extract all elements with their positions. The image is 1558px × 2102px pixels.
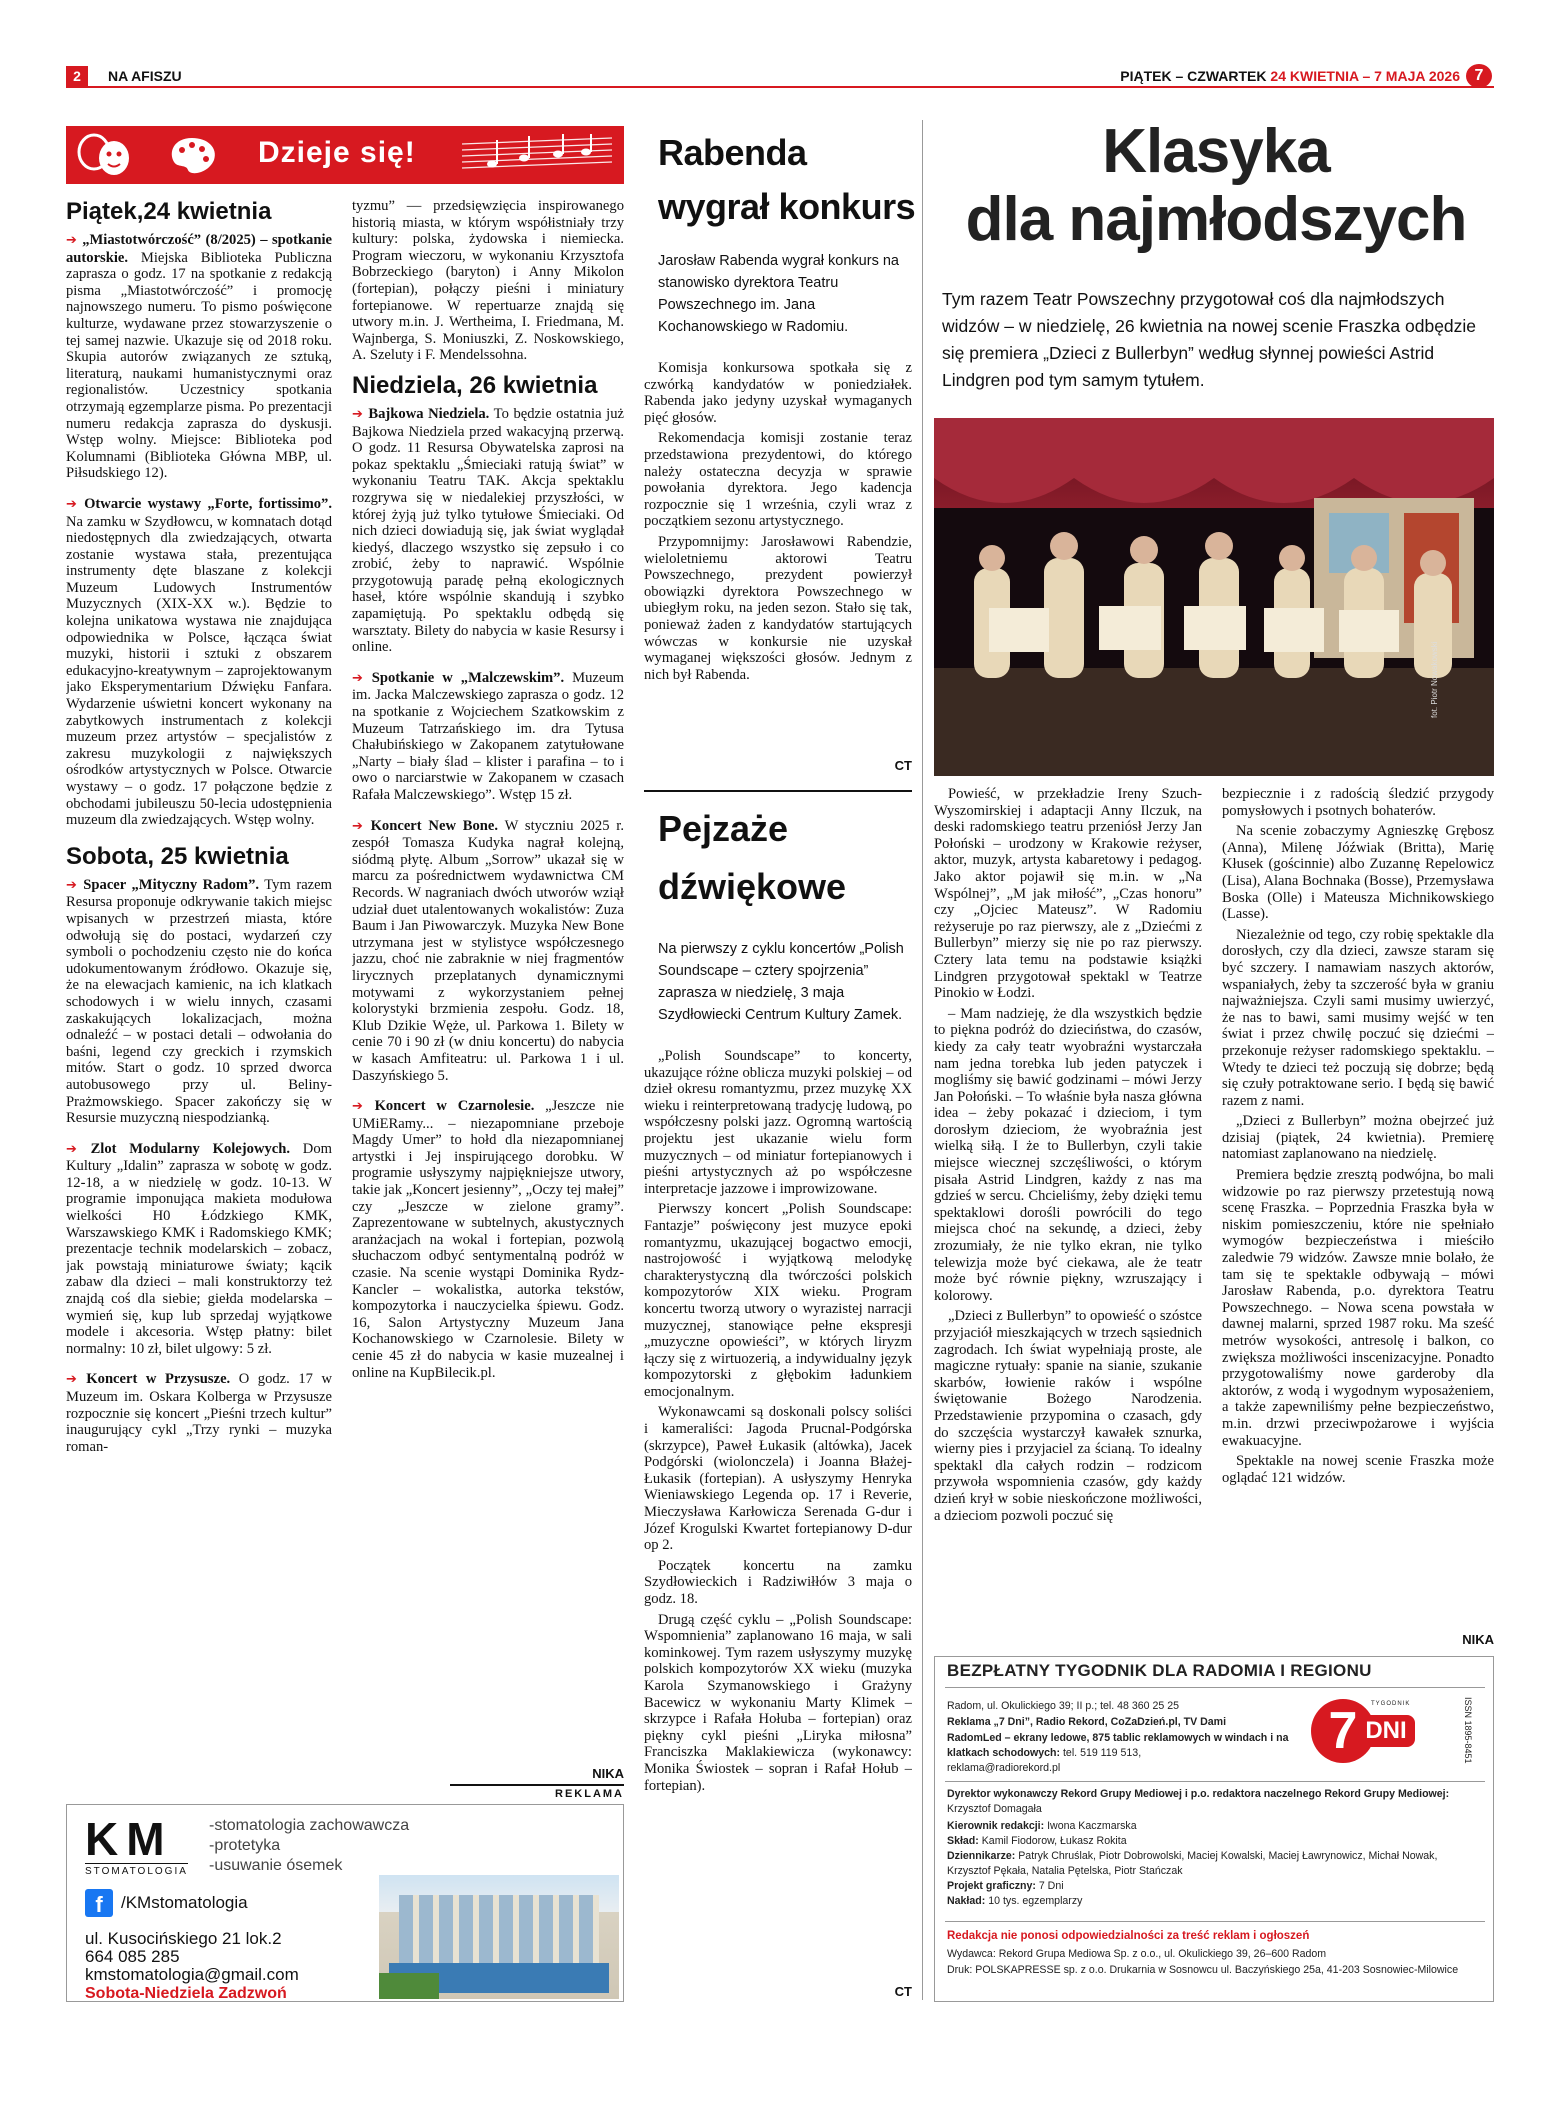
klasyka-lead: Tym razem Teatr Powszechny przygotował coś dla najmłodszych widzów – w niedzielę, 26 kwietnia na nowej scenie Fraszka odbędzie się premiera „Dzieci z Bullerbyn” według słynnej powieści Astrid Lindgren pod tym samym tytułem. xyxy=(942,289,1477,390)
impressum-email[interactable]: reklama@radiorekord.pl xyxy=(947,1762,1061,1774)
arrow-icon: ➔ xyxy=(66,233,83,248)
impressum-staff: Kierownik redakcji: Iwona Kaczmarska Skład: Kamil Fiodorow, Łukasz Rokita Dziennikarze: Patryk Chruślak, Piotr Dobrowolski, Maciej Kowalski, Maciej Ławrynowicz, Michał Nowak, Krzysztof Pękała, Natalia Pętelska, Piotr Stańczak Projekt graficzny: 7 Dni Nakład: 10 tys. egzemplarzy xyxy=(947,1820,1438,1907)
rabenda-signature: CT xyxy=(894,758,912,773)
arrow-icon: ➔ xyxy=(66,1141,91,1157)
event-miastotworczosc: ➔ „Miastotwórczość” (8/2025) – spotkanie autorskie. Miejska Biblioteka Publiczna zaprasza o godz. 17 na spotkanie z redakcją pisma „Miastotwórczość” i promocję najnowszego numeru. To pismo poświęcone kulturze, wydawane przez stowarzyszenie o tej samej nazwie. Ukazuje się od 2018 roku. Skupia autorów związanych ze sztuką, literaturą, naukami humanistycznymi oraz regionalistów. Uczestnicy spotkania otrzymają egzemplarze pisma. Po prezentacji numeru redakcja zaprasza do dyskusji. Wstęp wolny. Miejsce: Biblioteka pod Kolumnami (Biblioteka Główna MBP, ul. Piłsudskiego 12). xyxy=(66,232,332,482)
logo-icon: 7 xyxy=(1466,64,1492,88)
event-mityczny-radom: ➔ Spacer „Mityczny Radom”. Tym razem Resursa proponuje odkrywanie takich miejsc wpisanych w przestrzeń miasta, które odwołują się do postaci, wydarzeń czy symboli o pochodzeniu często nie do końca udokumentowanym źródłowo. Okazuje się, że na elewacjach kamienic, na ich klatkach schodowych i w wielu innych, czasami zaskakujących lokalizacjach, można odnaleźć – w postaci detali – odwołania do baśni, legend czy greckich i rzymskich mitów. Start o godz. 10 sprzed dworca autobusowego przy ul. Beliny-Prażmowskiego. Spacer zakończy się w Resursie muzyczną niespodzianką. xyxy=(66,876,332,1127)
pejzaze-body: „Polish Soundscape” to koncerty, ukazujące różne oblicza muzyki polskiej – od dzieł okresu romantyzmu, przez muzykę XX wieku i reinterpretowaną tradycję ludową, po współczesny polski jazz. Ogromną wartością projektu jest ukazanie wielu form muzycznych – od miniatur fortepianowych i pieśni artystycznych aż po współczesne interpretacje jazzowe i improwizowane. Pierwszy koncert „Polish Soundscape: Fantazje” poświęcony jest muzyce epoki romantyzmu, ukazującej bogactwo emocji, nastrojowość i wyjątkową melodykę charakterystyczną dla twórczości polskich kompozytorów XIX wieku. Program koncertu tworzą utwory o wyrazistej narracji muzycznej, stanowiące pełne ekspresji „muzyczne opowieści”, w których liryzm łączy się z wirtuozerią, a indywidualny język kompozytorski z głębokim ładunkiem emocjonalnym. Wykonawcami są doskonali polscy soliści i kameraliści: Jagoda Prucnal-Podgórska (skrzypce), Paweł Łukasik (altówka), Jacek Podgórski (wiolonczela) i Joanna Błażej-Łukasik (fortepian). A usłyszymy Henryka Wieniawskiego Legenda op. 17 i Reverie, Mieczysława Karłowicza Serenada G-dur i Józef Krogulski Kwartet fortepianowy D-dur op 2. Początek koncertu na zamku Szydłowieckich i Radziwiłłów 3 maja o godz. 18. Drugą część cyklu – „Polish Soundscape: Wspomnienia” zaplanowano 16 maja, w sali kominkowej. Tym razem usłyszymy muzykę polskich kompozytorów XX wieku (muzyka Karola Szymanowskiego i Grażyny Bacewicz w wykonaniu Marty Klimek – skrzypce i Rafała Hołuba – fortepian) oraz piękny cykl pieśni „Liryka miłosna” Franciszka Maklakiewicza (wykonawcy: Monika Świostek – sopran i Rafał Hołub – fortepian). xyxy=(644,1048,912,1794)
km-logo: KM xyxy=(85,1813,173,1865)
pejzaze-article xyxy=(644,800,912,2010)
rabenda-body: Komisja konkursowa spotkała się z czwórką kandydatów w poniedziałek. Rabenda jako jedyny uzyskał wymaganych pięć głosów. Rekomendacja komisji zostanie teraz przedstawiona prezydentowi, do którego należy ostateczna decyzja w sprawie powołania dyrektora. Jego kadencja rozpocznie się 1 września, czyli wraz z początkiem sezonu artystycznego. Przypomnijmy: Jarosławowi Rabendzie, wieloletniemu aktorowi Teatru Powszechnego, prezydent powierzył obowiązki dyrektora Powszechnego w ubiegłym roku, na jeden sezon. Stało się tak, ponieważ żaden z kandydatów startujących wówczas w konkursie nie uzyskał wymaganej większości głosów. Jednym z nich był Rabenda. xyxy=(644,360,912,683)
arrow-icon: ➔ xyxy=(66,877,84,893)
km-email[interactable]: kmstomatologia@gmail.com xyxy=(85,1965,299,1984)
event-forte-fortissimo: ➔ Otwarcie wystawy „Forte, fortissimo”. Na zamku w Szydłowcu, w komnatach dotąd niedostępnych dla zwiedzających, otwarta zostanie wystawa stała, prezentująca instrumenty dęte blaszane z kolekcji Muzeum Ludowych Instrumentów Muzycznych (XIX-XX w.). Będzie to kolejna unikatowa wystawa nie znajdująca odpowiednika w Polsce, łącząca świat muzyki, historii i sztuki z obszarem edukacyjno-kreatywnym – zaprojektowanym jako Eksperymentarium Dźwięku Fanfara. Wydarzenie uświetni koncert wykonany na zabytkowych instrumentach z kolekcji muzeum przez artystów – specjalistów z zakresu muzykologii z największych ośrodków artystycznych w Polsce. Otwarcie wystawy – o godz. 17 połączone będzie z obchodami jubileuszu 50-lecia udostępnienia muzeum dla zwiedzających. Wstęp wolny. xyxy=(66,495,332,829)
km-service: -stomatologia zachowawcza xyxy=(209,1817,410,1834)
dzieje-column-1 xyxy=(66,194,332,1674)
km-advertisement[interactable] xyxy=(66,1804,624,2002)
stage-photo xyxy=(934,418,1494,776)
music-notes-icon xyxy=(462,132,612,178)
event-koncert-przysucha: ➔ Koncert w Przysusze. O godz. 17 w Muzeum im. Oskara Kolberga w Przysusze rozpocznie się koncert „Pieśni trzech kultur” inaugurujący cykl „Trzy rynki – muzyka roman- xyxy=(66,1371,332,1455)
km-address: ul. Kusocińskiego 21 lok.2 xyxy=(85,1929,282,1948)
event-continuation: tyzmu” — przedsięwzięcia inspirowanego historią miasta, w którym współistniały trzy kultury: polska, żydowska i niemiecka. Program wieczoru, w wykonaniu Krzysztofa Bobrzeckiego (baryton) i Anny Mikolon (fortepian), połączy pieśni i miniatury fortepianowe. W repertuarze znajdą się utwory m.in. J. Wertheima, I. Friedmana, M. Wajnberga, S. Moniuszki, Z. Noskowskiego, A. Szeluty i F. Mendelssohna. xyxy=(352,198,624,364)
impressum-issn: ISSN 1895-8451 xyxy=(1463,1697,1473,1764)
photo-credit: fot. Piotr Nowakowski xyxy=(1430,641,1439,718)
km-hours: Sobota-Niedziela Zadzwoń xyxy=(85,1985,287,2002)
pejzaze-title: Pejzaże dźwiękowe xyxy=(658,808,847,907)
rabenda-lead: Jarosław Rabenda wygrał konkurs na stanowisko dyrektora Teatru Powszechnego im. Jana Kochanowskiego w Radomiu. xyxy=(658,253,899,335)
dzieje-title: Dzieje się! xyxy=(258,136,416,169)
km-logo-sub: STOMATOLOGIA xyxy=(85,1863,188,1877)
arrow-icon: ➔ xyxy=(352,1099,375,1115)
dzieje-column-2 xyxy=(352,194,624,1674)
impressum-address: Radom, ul. Okulickiego 39; II p.; tel. 48 360 25 25 xyxy=(947,1700,1180,1712)
logo-dni: DNI xyxy=(1357,1715,1415,1747)
rabenda-title: Rabenda wygrał konkurs xyxy=(658,132,916,227)
column-divider xyxy=(922,120,923,2000)
impressum-ads: Reklama „7 Dni”, Radio Rekord, CoZaDzień.pl, TV Dami xyxy=(947,1716,1227,1728)
event-new-bone: ➔ Koncert New Bone. W styczniu 2025 r. zespół Tomasza Kudyka nagrał kolejną, siódmą płytę. Album „Sorrow” ukazał się w marcu za pośrednictwem wydawnictwa CM Records. W nagraniach dwóch utworów wziął udział duet utalentowanych wokalistów: Zuza Baum i Jan Piwowarczyk. Muzyka New Bone utrzymana jest w stylistyce współczesnego jazzu, choć nie zabraknie w niej fragmentów lirycznych przeplatanych dynamicznymi motywami z wykorzystaniem pełnej kolorystyki brzmienia zespołu. Godz. 18, Klub Dzikie Węże, ul. Parkowa 1. Bilety w cenie 70 i 90 zł (w dniu koncertu) do nabycia w kasach Amfiteatru: ul. Parkowa 1 i ul. Daszyńskiego 5. xyxy=(352,817,624,1084)
facebook-icon: f xyxy=(85,1889,113,1917)
pejzaze-lead: Na pierwszy z cyklu koncertów „Polish Soundscape – cztery spojrzenia” zaprasza w niedzielę, 3 maja Szydłowiecki Centrum Kultury Zamek. xyxy=(658,941,904,1023)
page-number: 2 xyxy=(66,66,88,86)
section-label: NA AFISZU xyxy=(108,68,182,84)
rabenda-article xyxy=(644,126,916,776)
klasyka-column-b: bezpiecznie i z radością śledzić przygody pomysłowych i psotnych bohaterów. Na scenie zobaczymy Agnieszkę Grębosz (Anna), Milenę Jóźwiak (Britta), Marię Kłusek (gościnnie) albo Zuzannę Repelowicz (Lisa), Alana Bochnaka (Bosse), Przemysława Boska (Olle) i Mateusza Michnikowskiego (Lasse). Niezależnie od tego, czy robię spektakle dla dorosłych, czy dla dzieci, zawsze staram się być szczery. I namawiam naszych aktorów, wspaniałych, żeby ta szczerość była w graniu najważniejsza. Czyli sami musimy uwierzyć, że nas to bawi, sami musimy wejść w ten świat i przez chwilę poczuć się dziećmi – przekonuje reżyser radomskiego spektaklu. – Wtedy te dzieci też poczują się dobrze; będą się czuły potraktowane serio. I będą się bawić razem z nami. „Dzieci z Bullerbyn” można obejrzeć już dzisiaj (piątek, 24 kwietnia). Premierę natomiast zaplanowano na niedzielę. Premiera będzie zresztą podwójna, bo mali widzowie po raz pierwszy przetestują nową scenę Fraszka. – Poprzednia Fraszka była w niskim pomieszczeniu, które nie spełniało wymogów bezpieczeństwa i mieściło zaledwie 79 widzów. Zawsze mnie bolało, że tam się te spektakle odbywają – mówi Jarosław Rabenda, p.o. dyrektora Teatru Powszechnego. – Nowa scena powstała w dawnej malarni, sprzed 1987 roku. Ma sześć metrów wysokości, antresolę i balkon, co zwiększa możliwości inscenizacyjne. Ponadto przygotowaliśmy nowe garderoby dla aktorów, z wodą i wygodnym wyposażeniem, a także zapewniliśmy pełne bezpieczeństwo, m.in. drzwi przeciwpożarowe i wyjścia ewakuacyjne. Spektakle na nowej scenie Fraszka może oglądać 121 widzów. xyxy=(1222,786,1494,1486)
km-service: -usuwanie ósemek xyxy=(209,1857,343,1874)
km-facebook[interactable]: /KMstomatologia xyxy=(121,1893,248,1912)
km-phone[interactable]: 664 085 285 xyxy=(85,1947,180,1966)
logo-icon: 7 xyxy=(1311,1699,1375,1763)
clinic-building-image xyxy=(379,1875,619,1999)
page-header xyxy=(66,66,1494,88)
palette-icon xyxy=(166,134,218,176)
impressum-director: Dyrektor wykonawczy Rekord Grupy Mediowej i p.o. redaktora naczelnego Rekord Grupy Mediowej: Krzysztof Domagała xyxy=(947,1788,1450,1815)
arrow-icon: ➔ xyxy=(352,670,372,686)
day-heading: Niedziela, 26 kwietnia xyxy=(352,371,598,399)
klasyka-title: Klasyka dla najmłodszych xyxy=(965,117,1467,254)
ad-label: REKLAMA xyxy=(450,1784,624,1800)
event-czarnolas: ➔ Koncert w Czarnolesie. „Jeszcze nie UMiERamy... – niezapomniane przeboje Magdy Umer” to hołd dla niezapomnianej artystki i Jej inspirującego dorobku. W programie usłyszymy najpiękniejsze utwory, takie jak „Koncert jesienny”, „Oczy tej małej” czy „Jeszcze w zielone gramy”. Zaprezentowane w subtelnych, akustycznych aranżacjach na wokal i fortepian, pozwolą słuchaczom odbyć sentymentalną podróż w czasie. Na scenie wystąpi Dominika Rydz-Kancler – wokalistka, autorka tekstów, kompozytorka i nauczycielka śpiewu. Godz. 16, Salon Artystyczny Muzeum Jana Kochanowskiego w Czarnolesie. Bilety w cenie 45 zł do nabycia w kasie muzealnej i online na KupBilecik.pl. xyxy=(352,1098,624,1381)
logo-top: TYGODNIK xyxy=(1371,1701,1411,1707)
klasyka-column-a: Powieść, w przekładzie Ireny Szuch-Wyszomirskiej i adaptacji Anny Ilczuk, na deski radomskiego teatru przeniósł Jerzy Jan Połoński – urodzony w Krakowie reżyser, aktor, muzyk, artysta kabaretowy i pedagog. Jako aktor pojawił się m.in. w „Na Wspólnej”, „M jak miłość”, „Czas honoru” czy „Ojciec Mateusz”. W Radomiu reżyseruje po raz pierwszy, ale z „Dziećmi z Bullerbyn” mierzy się nie po raz pierwszy. Cztery lata temu na podstawie książki Lindgren przygotował spektakl w Teatrze Pinokio w Łodzi. – Mam nadzieję, że dla wszystkich będzie to piękna podróż do dzieciństwa, do czasów, kiedy za cały teatr wyobraźni wystarczała nam jedna torebka lub jeden patyczek i mogliśmy się bawić godzinami – mówi Jerzy Jan Połoński. – To właśnie była nasza główna idea – żeby pokazać i dzieciom, i tym dorosłym dzieciom, że wyobraźnia jest wielką siłą. I że to Bullerbyn, czyli takie miejsce wiecznej szczęśliwości, o którym pisała Astrid Lindgren, każdy z nas ma gdzieś w sercu. Chcieliśmy, żeby dzięki temu spektaklowi dorośli powrócili do tego miejsca choć na sekundę, a dzieci, żeby zrozumiały, że nie tylko ekran, nie tylko telewizja może być ciekawa, ale że teatr może być równie piękny, wzruszający i kolorowy. „Dzieci z Bullerbyn” to opowieść o szóstce przyjaciół mieszkających w trzech sąsiednich zagrodach. Ich świat wypełniają proste, ale magiczne rytuały: spanie na sianie, szukanie skarbów, łowienie raków i wspólne świętowanie Bożego Narodzenia. Przedstawienie przypomina o czasach, gdy do szczęścia wystarczył kawałek sznurka, wierny pies i przyjaciel za ścianą. To idealny spektakl dla całych rodzin – rodzicom przywoła wspomnienia czasów, gdy każdy dzień krył w sobie nieskończone możliwości, a dzieciom pozwoli poczuć się xyxy=(934,786,1202,1524)
klasyka-photo xyxy=(934,418,1494,776)
arrow-icon: ➔ xyxy=(352,818,371,834)
impressum-ads-2: RadomLed – ekrany ledowe, 875 tablic reklamowych w windach i na klatkach schodowych: tel. 519 119 513, xyxy=(947,1732,1289,1759)
arrow-icon: ➔ xyxy=(66,496,85,512)
impressum-disclaimer: Redakcja nie ponosi odpowiedzialności za treść reklam i ogłoszeń xyxy=(947,1930,1310,1942)
klasyka-signature: NIKA xyxy=(1462,1632,1494,1647)
impressum-title: BEZPŁATNY TYGODNIK DLA RADOMIA I REGIONU xyxy=(947,1661,1372,1680)
issue-date: PIĄTEK – CZWARTEK 24 KWIETNIA – 7 MAJA 2026 xyxy=(1120,68,1460,84)
impressum-print: Druk: POLSKAPRESSE sp. z o.o. Drukarnia w Sosnowcu ul. Baczyńskiego 25a, 41-203 Sosnowiec-Milowice xyxy=(947,1964,1459,1976)
event-zlot-modularny: ➔ Zlot Modularny Kolejowych. Dom Kultury „Idalin” zaprasza w sobotę w godz. 12-18, a w niedzielę w godz. 10-13. W programie imponująca makieta modułowa wielkości H0 Łódzkiego KMK, Warszawskiego KMK i Radomskiego KMK; prezentacje technik modelarskich – zobacz, jak powstają miniaturowe światy; kącik zabaw dla dzieci – mali konstruktorzy też znajdą coś dla siebie; giełda modelarska – wymień się, kup lub sprzedaj wyjątkowe modele i akcesoria. Wstęp płatny: bilet normalny: 10 zł, bilet ulgowy: 5 zł. xyxy=(66,1140,332,1357)
arrow-icon: ➔ xyxy=(66,1372,87,1388)
km-service: -protetyka xyxy=(209,1837,281,1854)
dzieje-banner xyxy=(66,126,624,184)
day-heading: Sobota, 25 kwietnia xyxy=(66,842,289,870)
day-heading: Piątek,24 kwietnia xyxy=(66,198,272,225)
pejzaze-signature: CT xyxy=(894,1984,912,1999)
event-bajkowa-niedziela: ➔ Bajkowa Niedziela. To będzie ostatnia już Bajkowa Niedziela przed wakacyjną przerwą. O godz. 11 Resursa Obywatelska zaprosi na pokaz spektaklu „Śmieciaki ratują świat” w wykonaniu Teatru TAK. Akcja spektaklu rozgrywa się w niedalekiej przyszłości, w której żyją już tylko tytułowe Śmieciaki. Od nich dzieci dowiadują się, jak świat wyglądał kiedyś, dlaczego wszystko się zepsuło i co zrobić, żeby to naprawić. Wspólnie przygotowują paradę pełną ekologicznych haseł, które wspólnie skandują i szybko zapamiętują. Po spektaklu odbędą się warsztaty. Bilety do nabycia w kasie Resursy i online. xyxy=(352,405,624,656)
arrow-icon: ➔ xyxy=(352,406,369,422)
impressum-box xyxy=(934,1656,1494,2002)
impressum-logo xyxy=(1307,1693,1427,1773)
dzieje-signature: NIKA xyxy=(592,1766,624,1781)
impressum-publisher: Wydawca: Rekord Grupa Mediowa Sp. z o.o., ul. Okulickiego 39, 26–600 Radom xyxy=(947,1948,1327,1960)
theater-masks-icon xyxy=(74,132,136,178)
event-malczewski: ➔ Spotkanie w „Malczewskim”. Muzeum im. Jacka Malczewskiego zaprasza o godz. 12 na spotkanie z Wojciechem Szatkowskim z Muzeum Tatrzańskiego im. dra Tytusa Chałubińskiego w Zakopanem zatytułowane „Narty – biały ślad – klister i parafina – to i owo o narciarstwie w Zakopanem w czasach Rafała Malczewskiego”. Wstęp 15 zł. xyxy=(352,669,624,803)
